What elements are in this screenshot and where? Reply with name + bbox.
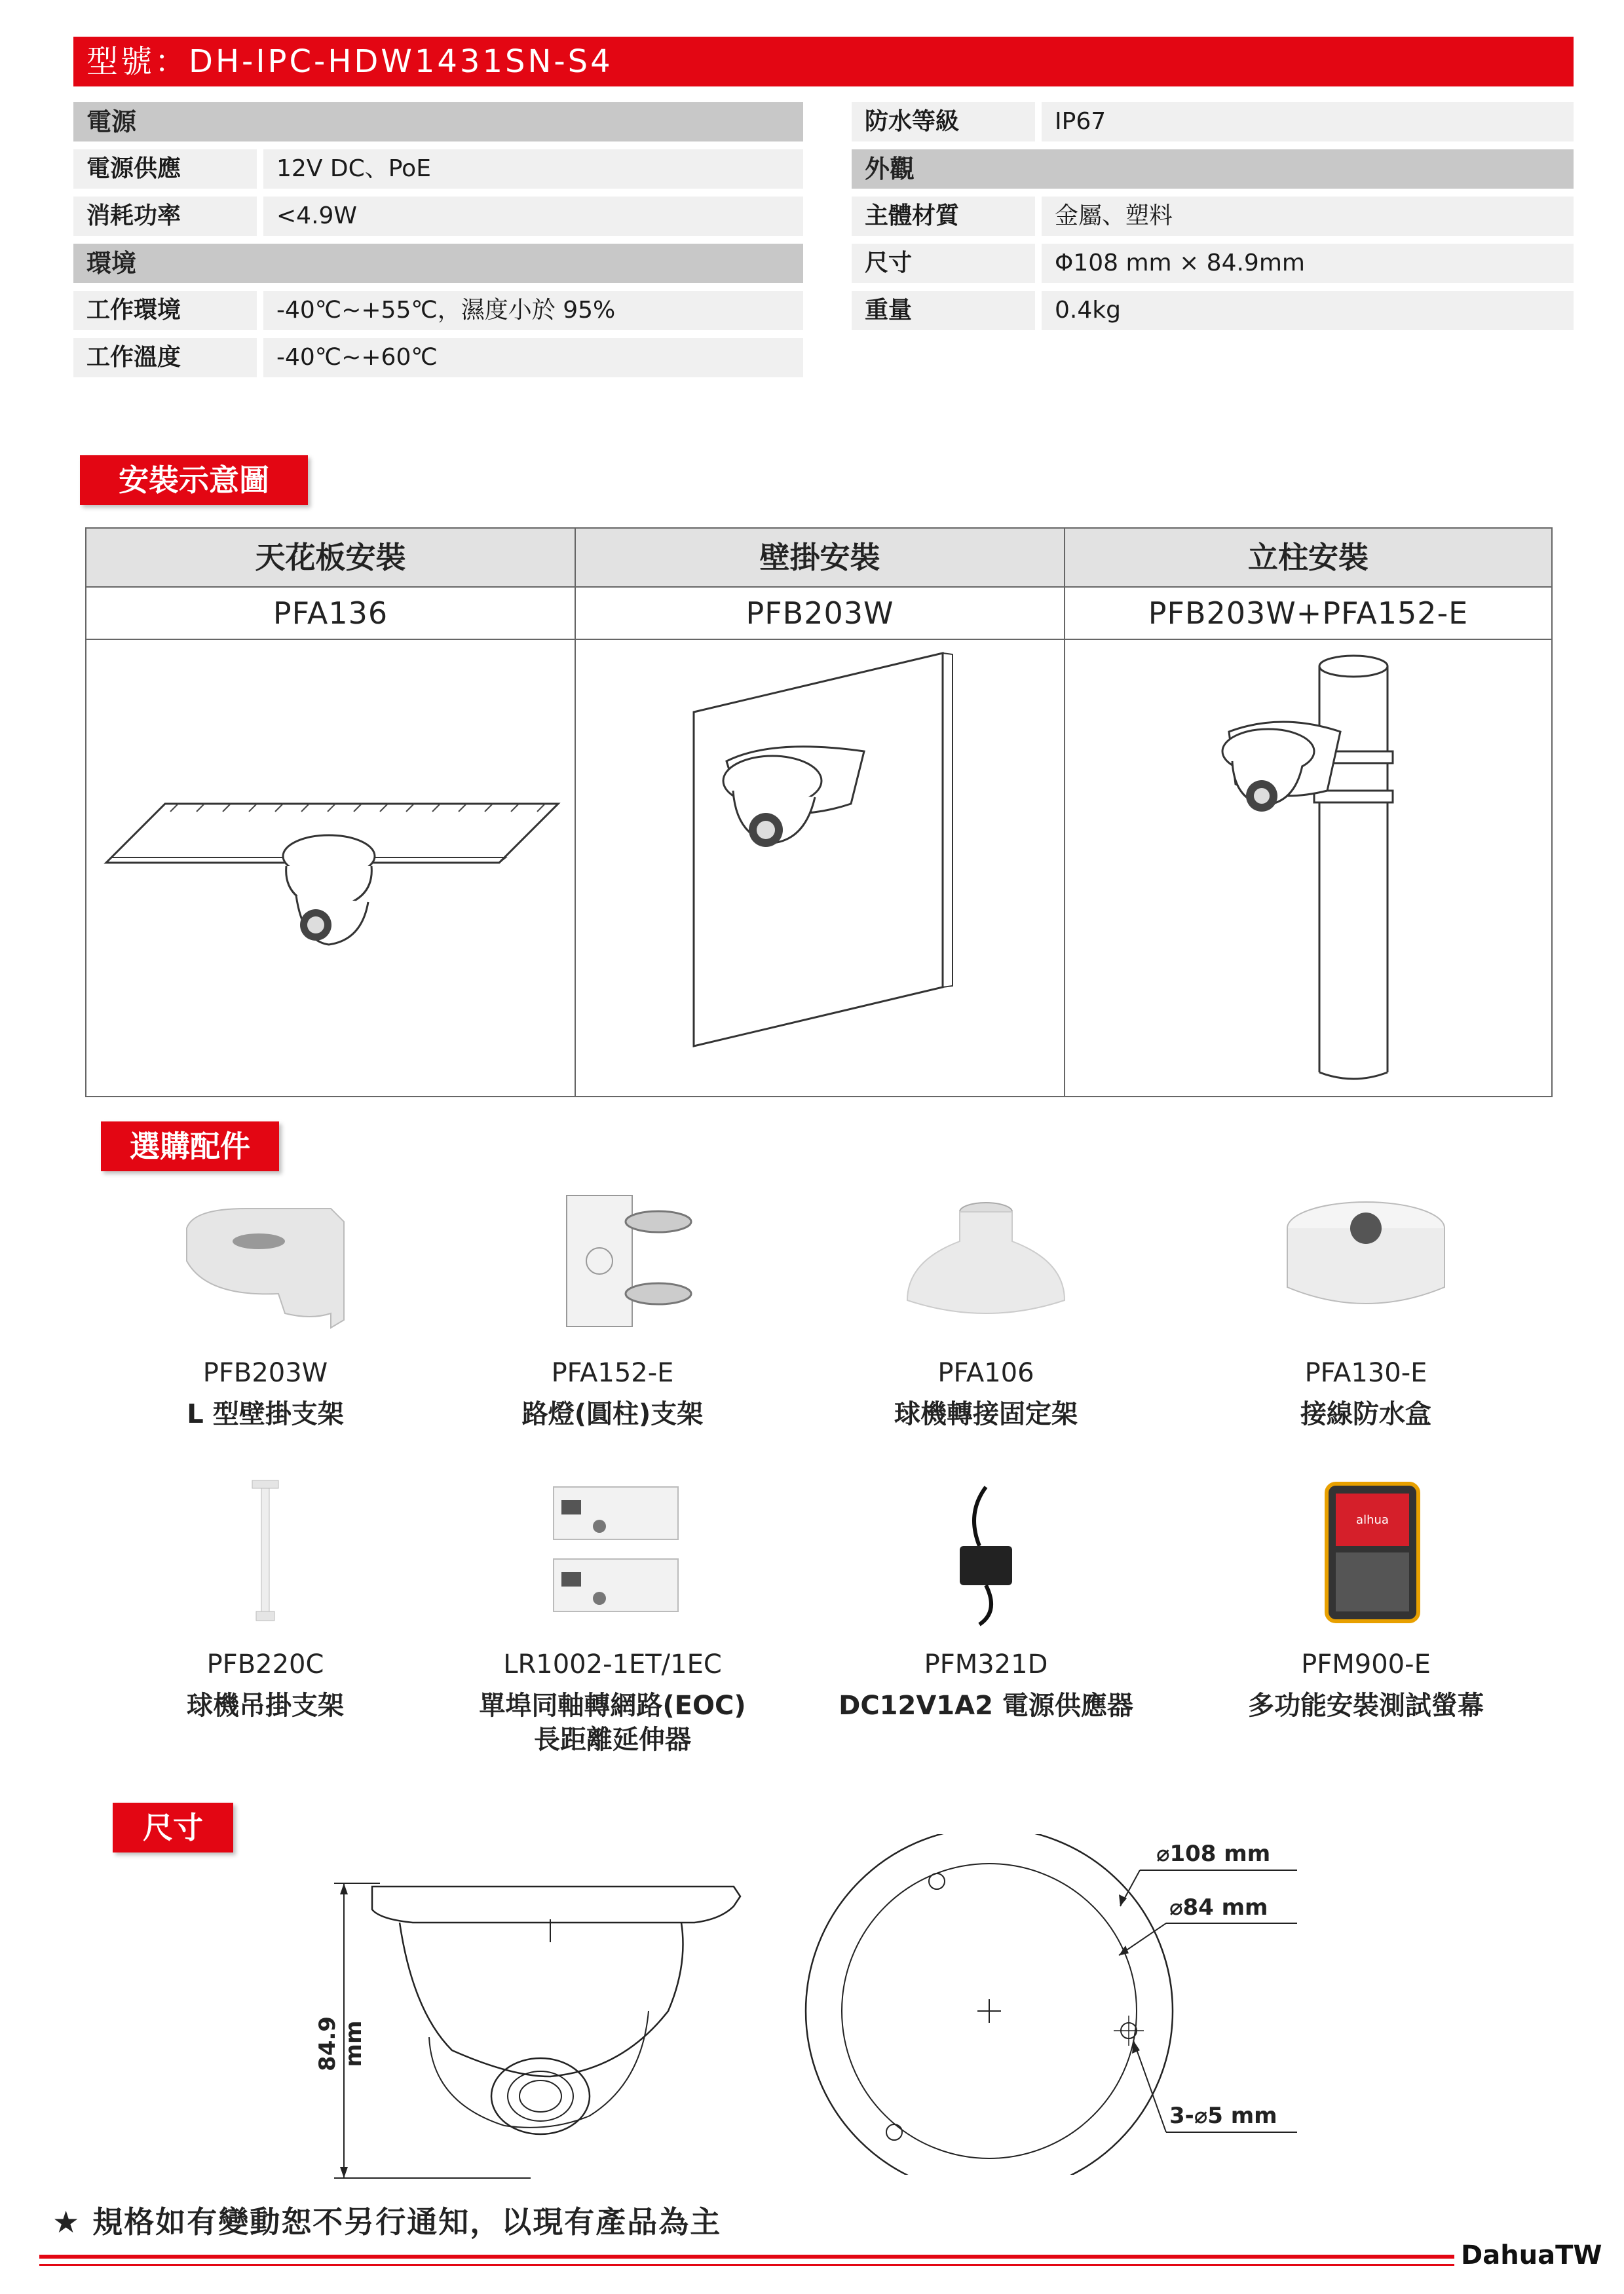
spec-label: 尺寸 <box>852 244 1035 283</box>
spec-row-power-supply <box>73 149 803 189</box>
install-model: PFB203W+PFA152-E <box>1065 588 1551 640</box>
section-environment: 環境 <box>73 244 803 283</box>
spec-label: 工作環境 <box>73 291 257 330</box>
spec-value: 金屬、塑料 <box>1042 197 1574 236</box>
accessory-desc: DC12V1A2 電源供應器 <box>839 1691 1133 1721</box>
spec-row-operating-temp <box>73 338 803 377</box>
accessory-pfb220c <box>82 1474 449 1723</box>
eoc-extender-image <box>429 1474 796 1631</box>
spec-row-size <box>852 244 1574 283</box>
spec-table-left <box>73 102 803 385</box>
section-appearance: 外觀 <box>852 149 1574 189</box>
pole-bracket-image <box>429 1182 796 1340</box>
dimension-side-view <box>314 1860 760 2188</box>
spec-row-operating-env <box>73 291 803 330</box>
accessory-desc: 球機吊掛支架 <box>187 1691 344 1721</box>
install-name: 天花板安裝 <box>86 529 575 588</box>
install-model: PFB203W <box>576 588 1064 640</box>
holes-label: 3-⌀5 mm <box>1169 2103 1277 2129</box>
install-col-ceiling <box>86 529 576 1096</box>
spec-value: <4.9W <box>263 197 803 236</box>
spec-label: 防水等級 <box>852 102 1035 141</box>
brand-label: DahuaTW <box>1461 2240 1602 2270</box>
spec-label: 工作溫度 <box>73 338 257 377</box>
spec-label: 主體材質 <box>852 197 1035 236</box>
height-dimension-label: 84.9 mm <box>314 2016 367 2071</box>
pendant-mount-image <box>82 1474 449 1631</box>
install-name: 壁掛安裝 <box>576 529 1064 588</box>
spec-row-ip <box>852 102 1574 141</box>
footer-divider-thin <box>39 2264 1454 2266</box>
spec-value: -40℃~+60℃ <box>263 338 803 377</box>
accessory-lr1002 <box>429 1474 796 1757</box>
install-model: PFA136 <box>86 588 575 640</box>
footer-divider <box>39 2255 1454 2259</box>
accessory-model: PFA106 <box>937 1358 1034 1388</box>
ceiling-mount-figure <box>86 640 575 1096</box>
accessory-pfa130e <box>1182 1182 1549 1431</box>
accessory-model: LR1002-1ET/1EC <box>503 1649 722 1680</box>
accessory-pfa106 <box>803 1182 1169 1431</box>
accessory-model: PFB220C <box>206 1649 324 1680</box>
section-power: 電源 <box>73 102 803 141</box>
accessory-desc: 路燈(圓柱)支架 <box>521 1399 704 1429</box>
spec-label: 消耗功率 <box>73 197 257 236</box>
accessory-model: PFM900-E <box>1301 1649 1431 1680</box>
accessory-model: PFM321D <box>924 1649 1048 1680</box>
dimensions-heading: 尺寸 <box>113 1803 233 1852</box>
accessory-pfm900e <box>1182 1474 1549 1723</box>
accessory-pfa152e <box>429 1182 796 1431</box>
install-col-wall <box>576 529 1065 1096</box>
wall-mount-figure <box>576 640 1064 1096</box>
tester-brand-text: alhua <box>1356 1513 1389 1527</box>
disclaimer-note: ★ 規格如有變動恕不另行通知，以現有產品為主 <box>52 2204 722 2240</box>
spec-value: 0.4kg <box>1042 291 1574 330</box>
spec-label: 重量 <box>852 291 1035 330</box>
model-title: 型號：DH-IPC-HDW1431SN-S4 <box>73 37 1574 86</box>
spec-label: 電源供應 <box>73 149 257 189</box>
outer-diameter-label: ⌀108 mm <box>1156 1841 1271 1867</box>
test-monitor-image <box>1182 1474 1549 1631</box>
accessories-heading: 選購配件 <box>101 1121 279 1171</box>
accessory-pfm321d <box>803 1474 1169 1723</box>
spec-value: -40℃~+55℃，濕度小於 95% <box>263 291 803 330</box>
accessory-model: PFA130-E <box>1304 1358 1427 1388</box>
adapter-mount-image <box>803 1182 1169 1340</box>
install-table <box>85 527 1553 1097</box>
dimension-top-view <box>799 1834 1323 2175</box>
install-col-pole <box>1065 529 1551 1096</box>
wall-bracket-image <box>82 1182 449 1340</box>
inner-diameter-label: ⌀84 mm <box>1169 1894 1268 1921</box>
spec-value: Φ108 mm × 84.9mm <box>1042 244 1574 283</box>
accessory-desc: 單埠同軸轉網路(EOC) 長距離延伸器 <box>479 1691 746 1755</box>
pole-mount-figure <box>1065 640 1551 1096</box>
accessory-desc: 接線防水盒 <box>1300 1399 1431 1429</box>
accessory-model: PFA152-E <box>551 1358 674 1388</box>
accessory-pfb203w <box>82 1182 449 1431</box>
power-adapter-image <box>803 1474 1169 1631</box>
spec-value: IP67 <box>1042 102 1574 141</box>
junction-box-image <box>1182 1182 1549 1340</box>
accessory-desc: 多功能安裝測試螢幕 <box>1248 1691 1484 1721</box>
spec-row-material <box>852 197 1574 236</box>
accessory-desc: L 型壁掛支架 <box>187 1399 344 1429</box>
spec-table-right <box>852 102 1574 338</box>
accessory-model: PFB203W <box>202 1358 328 1388</box>
spec-value: 12V DC、PoE <box>263 149 803 189</box>
spec-row-weight <box>852 291 1574 330</box>
install-name: 立柱安裝 <box>1065 529 1551 588</box>
accessory-desc: 球機轉接固定架 <box>894 1399 1078 1429</box>
spec-row-power-consumption <box>73 197 803 236</box>
install-heading: 安裝示意圖 <box>80 455 308 505</box>
